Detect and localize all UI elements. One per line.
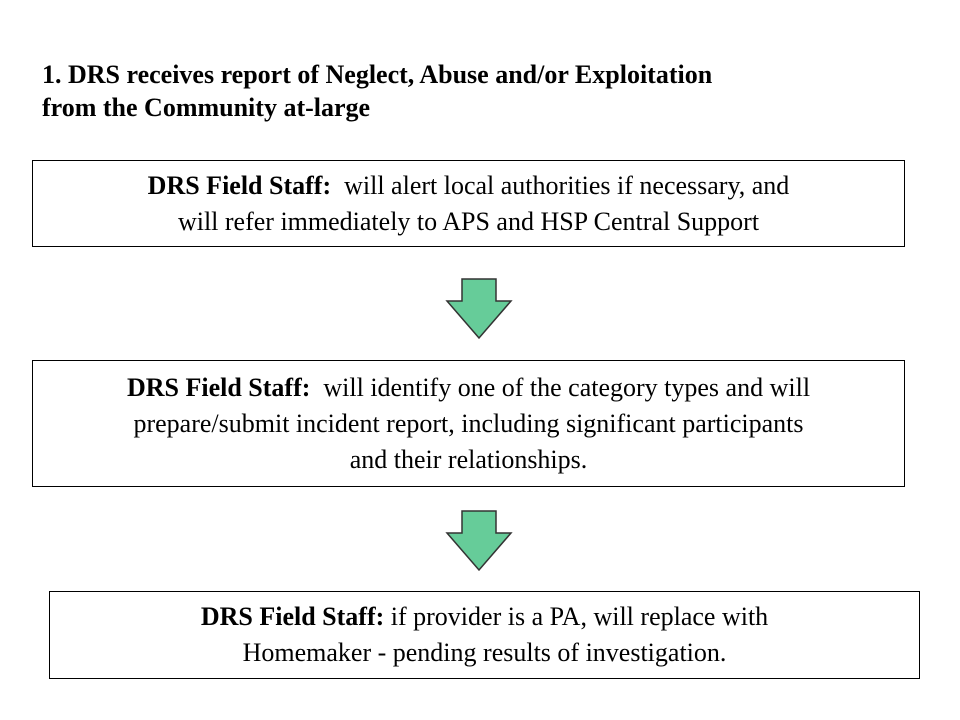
step-3-label: DRS Field Staff: — [200, 602, 385, 631]
step-2-text-3: and their relationships. — [349, 444, 588, 474]
diagram-title — [42, 58, 922, 124]
down-arrow-icon — [445, 278, 513, 340]
step-1-label: DRS Field Staff: — [147, 170, 332, 200]
step-2-text-2: prepare/submit incident report, including significant participants — [133, 408, 804, 438]
step-1-line-1 — [33, 168, 904, 204]
step-2-text-1: will identify one of the category types and will — [323, 372, 811, 402]
title-line-1: 1. DRS receives report of Neglect, Abuse and/or Exploitation — [42, 60, 713, 89]
down-arrow-icon — [445, 510, 513, 572]
step-box-3 — [49, 591, 920, 679]
step-3-line-1 — [50, 599, 919, 635]
title-line-2: from the Community at-large — [42, 93, 371, 122]
step-2-line-1 — [33, 370, 904, 406]
step-box-2 — [32, 360, 905, 487]
step-3-text-1: if provider is a PA, will replace with — [390, 602, 769, 631]
step-2-label: DRS Field Staff: — [126, 372, 311, 402]
step-1-text-1: will alert local authorities if necessary, and — [344, 170, 790, 200]
step-3-text-2: Homemaker - pending results of investigation. — [242, 638, 727, 667]
step-box-1 — [32, 160, 905, 247]
step-1-text-2: will refer immediately to APS and HSP Central Support — [177, 206, 760, 236]
